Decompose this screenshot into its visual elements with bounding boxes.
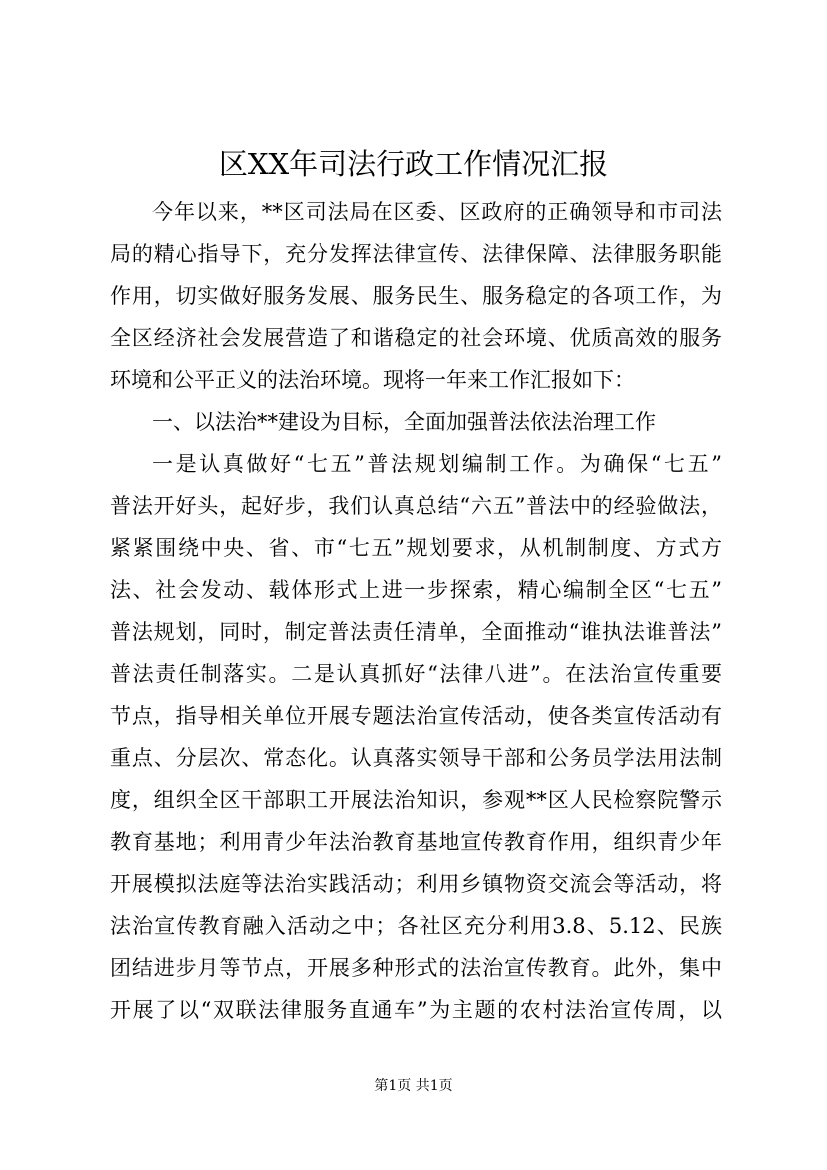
page-footer: 第1页 共1页 bbox=[374, 1078, 453, 1094]
text-line: 一是认真做好“七五”普法规划编制工作。为确保“七五” bbox=[152, 452, 722, 476]
text-line: 环境和公平正义的法治环境。现将一年来工作汇报如下： bbox=[110, 368, 635, 392]
text-line: 法治宣传教育融入活动之中；各社区充分利用3.8、5.12、民族 bbox=[110, 914, 722, 938]
text-line: 团结进步月等节点，开展多种形式的法治宣传教育。此外，集中 bbox=[110, 956, 722, 980]
text-line: 作用，切实做好服务发展、服务民生、服务稳定的各项工作，为 bbox=[110, 284, 722, 308]
text-line: 今年以来，**区司法局在区委、区政府的正确领导和市司法 bbox=[152, 200, 722, 224]
text-line: 紧紧围绕中央、省、市“七五”规划要求，从机制制度、方式方 bbox=[110, 536, 722, 560]
text-line: 节点，指导相关单位开展专题法治宣传活动，使各类宣传活动有 bbox=[110, 704, 722, 728]
text-line: 局的精心指导下，充分发挥法律宣传、法律保障、法律服务职能 bbox=[110, 242, 722, 266]
text-line: 教育基地；利用青少年法治教育基地宣传教育作用，组织青少年 bbox=[110, 830, 722, 854]
text-line: 度，组织全区干部职工开展法治知识，参观**区人民检察院警示 bbox=[110, 788, 722, 812]
document-title: 区XX年司法行政工作情况汇报 bbox=[218, 147, 609, 181]
text-line: 普法规划，同时，制定普法责任清单，全面推动“谁执法谁普法” bbox=[110, 620, 722, 644]
text-line: 开展模拟法庭等法治实践活动；利用乡镇物资交流会等活动，将 bbox=[110, 872, 722, 896]
text-line: 普法开好头，起好步，我们认真总结“六五”普法中的经验做法， bbox=[110, 494, 722, 518]
text-line: 重点、分层次、常态化。认真落实领导干部和公务员学法用法制 bbox=[110, 746, 722, 770]
text-line: 普法责任制落实。二是认真抓好“法律八进”。在法治宣传重要 bbox=[110, 662, 722, 686]
text-line: 法、社会发动、载体形式上进一步探索，精心编制全区“七五” bbox=[110, 578, 722, 602]
text-line: 全区经济社会发展营造了和谐稳定的社会环境、优质高效的服务 bbox=[110, 326, 722, 350]
text-line: 开展了以“双联法律服务直通车”为主题的农村法治宣传周，以 bbox=[110, 998, 722, 1022]
section-heading: 一、以法治**建设为目标，全面加强普法依法治理工作 bbox=[152, 410, 656, 434]
